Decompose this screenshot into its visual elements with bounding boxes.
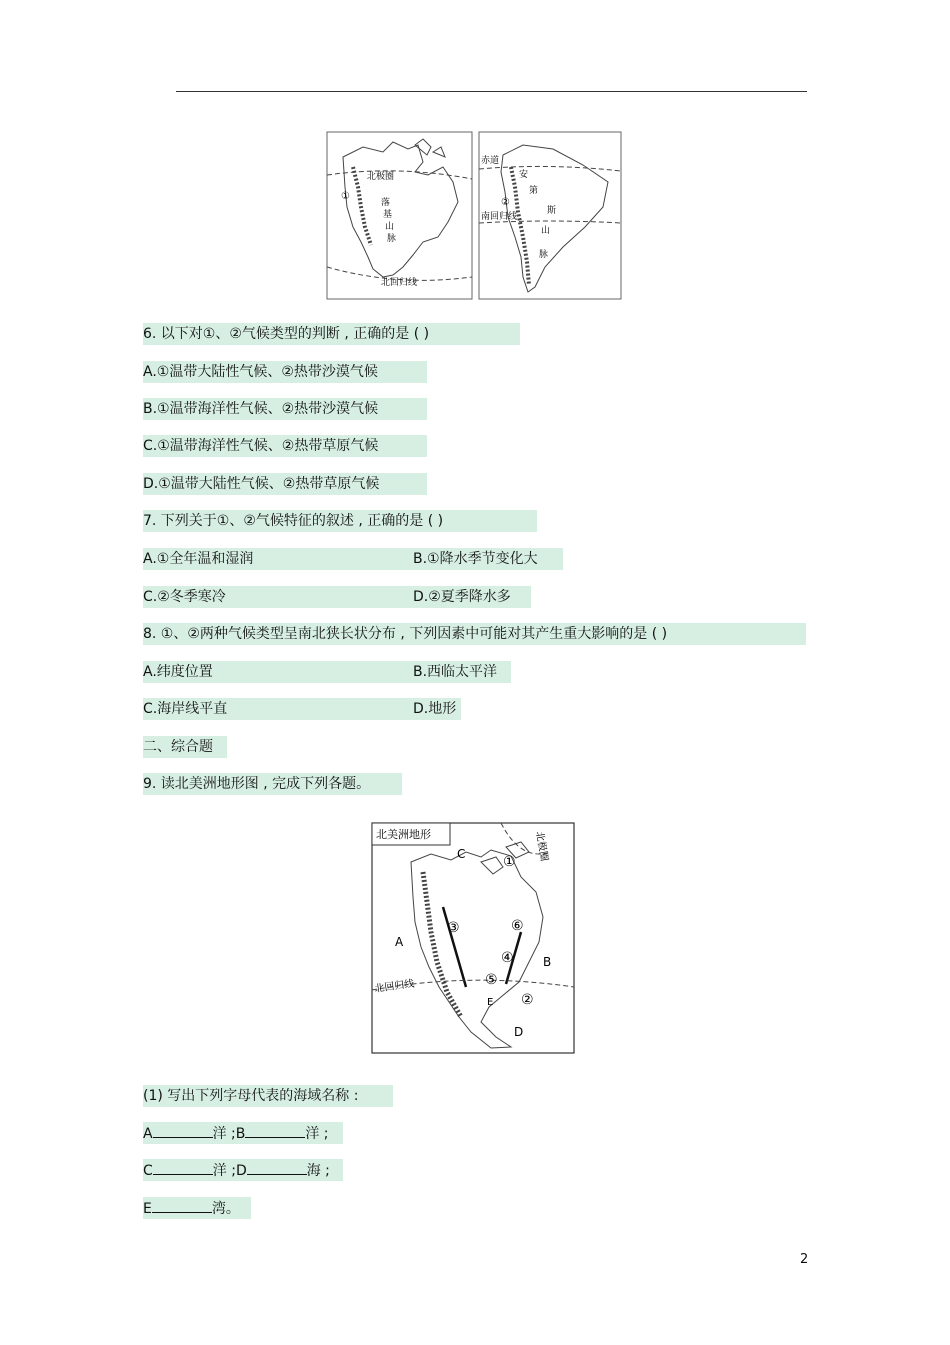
map-letter-b: B (543, 955, 552, 969)
page-number: 2 (800, 1252, 809, 1267)
map-num-1: ① (503, 854, 516, 870)
sa-mountain-1: 安 (519, 170, 529, 180)
q6-option-d[interactable]: D.①温带大陆性气候、②热带草原气候 (143, 473, 427, 495)
q7-option-c[interactable]: C.②冬季寒冷 (143, 586, 413, 608)
na-climate-number: ① (341, 191, 350, 202)
q8-row-2 (143, 698, 463, 720)
map-num-6: ⑥ (511, 918, 524, 934)
section-heading: 二、综合题 (143, 736, 227, 758)
map-title: 北美洲地形 (376, 828, 431, 841)
q7-option-d[interactable]: D.②夏季降水多 (413, 586, 531, 608)
map-arctic-label: 北极圈 (533, 830, 550, 863)
map-num-4: ④ (501, 950, 514, 966)
q7-option-b[interactable]: B.①降水季节变化大 (413, 548, 563, 570)
sa-mountain-4: 山 (541, 226, 551, 236)
map-letter-d: D (514, 1025, 524, 1039)
map-tropic-label: 北回归线 (373, 978, 416, 995)
sa-climate-number: ② (501, 197, 510, 208)
na-mountain-3: 山 (385, 222, 395, 232)
q7-stem: 7. 下列关于①、②气候特征的叙述 , 正确的是 ( ) (143, 510, 537, 532)
na-mountain-4: 脉 (387, 234, 397, 244)
sa-equator-label: 赤道 (481, 156, 500, 166)
map-letter-c: C (457, 847, 466, 861)
blank-a[interactable] (153, 1122, 213, 1138)
q9-sub1: (1) 写出下列字母代表的海域名称 : (143, 1085, 393, 1107)
map-letter-a: A (395, 935, 404, 949)
map-letter-e: E (487, 997, 494, 1008)
map-num-5: ⑤ (485, 972, 498, 988)
blank-d[interactable] (247, 1159, 307, 1175)
map-num-2: ② (521, 992, 534, 1008)
fill-row-1: A 洋 ;B 洋 ; (143, 1122, 343, 1144)
na-mountain-1: 落 (381, 198, 391, 208)
blank-e[interactable] (152, 1197, 212, 1213)
map-num-3: ③ (447, 920, 460, 936)
na-arctic-label: 北极圈 (367, 172, 395, 182)
q7-option-a[interactable]: A.①全年温和湿润 (143, 548, 413, 570)
q8-option-a[interactable]: A.纬度位置 (143, 661, 413, 683)
climate-maps-figure (323, 127, 625, 307)
north-america-terrain-map (371, 822, 575, 1054)
q7-row-2 (143, 586, 533, 608)
sa-mountain-2: 第 (529, 186, 539, 196)
q6-option-a[interactable]: A.①温带大陆性气候、②热带沙漠气候 (143, 361, 427, 383)
blank-c[interactable] (153, 1159, 213, 1175)
fill-row-2: C 洋 ;D 海 ; (143, 1159, 343, 1181)
q9-stem: 9. 读北美洲地形图 , 完成下列各题。 (143, 773, 402, 795)
q8-option-d[interactable]: D.地形 (413, 698, 461, 720)
header-rule (176, 91, 807, 92)
q8-row-1 (143, 661, 513, 683)
na-mountain-2: 基 (383, 210, 393, 220)
q8-stem: 8. ①、②两种气候类型呈南北狭长状分布 , 下列因素中可能对其产生重大影响的是 ( ) (143, 623, 806, 645)
na-tropic-label: 北回归线 (381, 278, 418, 288)
sa-tropic-label: 南回归线 (481, 212, 518, 222)
q6-option-b[interactable]: B.①温带海洋性气候、②热带沙漠气候 (143, 398, 427, 420)
fill-row-3: E 湾。 (143, 1197, 251, 1219)
blank-b[interactable] (245, 1122, 305, 1138)
q6-stem: 6. 以下对①、②气候类型的判断 , 正确的是 ( ) (143, 323, 520, 345)
south-america-map (479, 132, 621, 299)
sa-mountain-5: 脉 (539, 250, 549, 260)
q6-option-c[interactable]: C.①温带海洋性气候、②热带草原气候 (143, 435, 427, 457)
q7-row-1 (143, 548, 563, 570)
q8-option-b[interactable]: B.西临太平洋 (413, 661, 511, 683)
sa-mountain-3: 斯 (547, 206, 557, 216)
north-america-map (327, 132, 472, 299)
q8-option-c[interactable]: C.海岸线平直 (143, 698, 413, 720)
